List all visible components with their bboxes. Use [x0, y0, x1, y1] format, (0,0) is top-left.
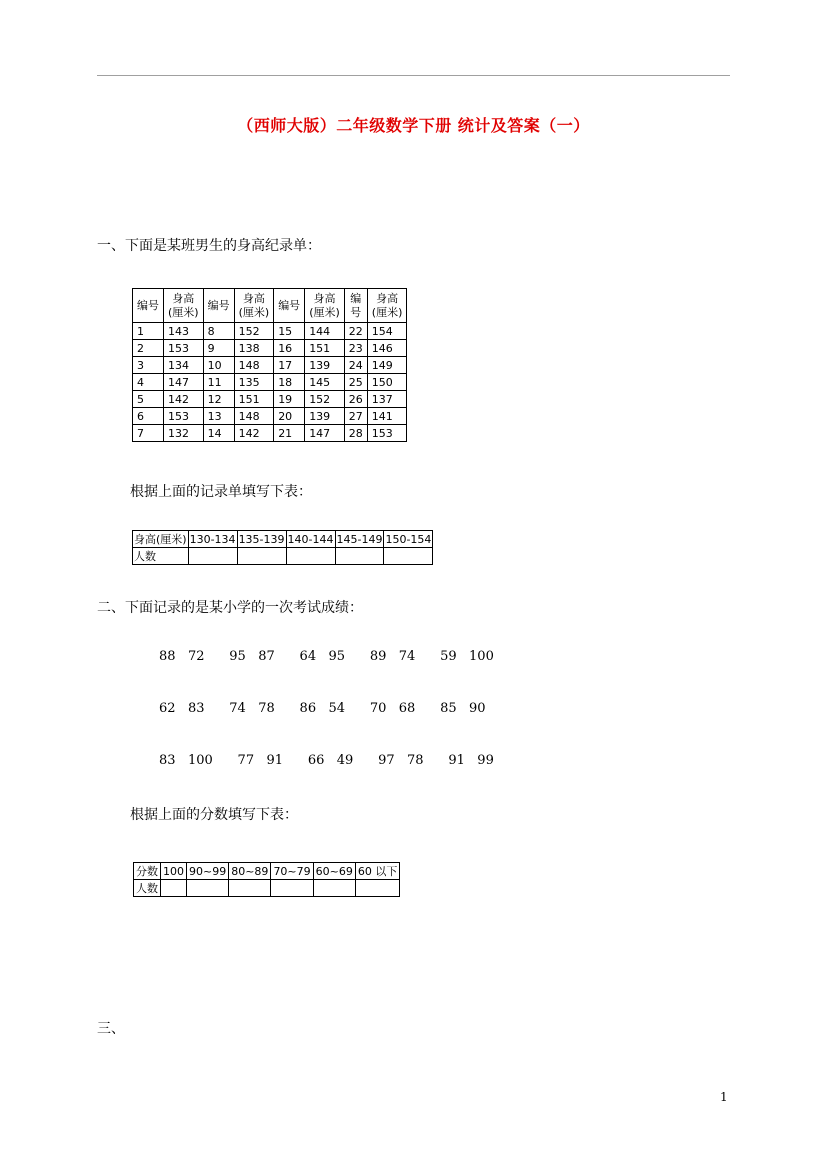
table-cell: 138 — [234, 340, 274, 357]
section2-instruction: 根据上面的分数填写下表： — [130, 807, 298, 823]
table-cell: 146 — [367, 340, 407, 357]
table-cell: 14 — [203, 425, 234, 442]
height-record-table — [132, 288, 407, 442]
table-cell: 23 — [344, 340, 367, 357]
table-cell: 139 — [305, 408, 345, 425]
score-header-cell: 60~69 — [313, 863, 355, 880]
table-cell: 20 — [274, 408, 305, 425]
table-cell: 16 — [274, 340, 305, 357]
table-cell: 148 — [234, 357, 274, 374]
range-header-cell: 130-134 — [189, 532, 236, 546]
table-cell: 139 — [305, 357, 345, 374]
table-cell: 25 — [344, 374, 367, 391]
table-cell: 17 — [274, 357, 305, 374]
table-cell: 142 — [234, 425, 274, 442]
table-cell: 150 — [367, 374, 407, 391]
table-row — [133, 391, 407, 408]
range-header-label: 身高(厘米) — [133, 531, 189, 548]
table-cell: 132 — [164, 425, 204, 442]
table-cell: 145 — [305, 374, 345, 391]
table-row — [133, 340, 407, 357]
table-cell: 153 — [164, 340, 204, 357]
table-header-cell: 身高 (厘米) — [367, 289, 407, 323]
header-rule — [97, 75, 730, 76]
table-header-cell: 编号 — [133, 289, 164, 323]
table-row — [133, 357, 407, 374]
score-header-cell: 90~99 — [187, 863, 229, 880]
blank-cell — [384, 548, 433, 565]
range-header-cell: 135-139 — [238, 532, 285, 546]
table-cell: 147 — [305, 425, 345, 442]
table-row — [134, 863, 400, 880]
table-cell: 144 — [305, 323, 345, 340]
table-cell: 143 — [164, 323, 204, 340]
table-cell: 7 — [133, 425, 164, 442]
table-cell: 134 — [164, 357, 204, 374]
table-cell: 148 — [234, 408, 274, 425]
table-header-cell: 身高 (厘米) — [234, 289, 274, 323]
table-cell: 5 — [133, 391, 164, 408]
table-header-cell: 编号 — [203, 289, 234, 323]
table-cell: 11 — [203, 374, 234, 391]
count-row-label: 人数 — [134, 880, 161, 897]
score-header-cell: 60 以下 — [355, 863, 400, 880]
table-cell: 26 — [344, 391, 367, 408]
table-cell: 149 — [367, 357, 407, 374]
table-cell: 6 — [133, 408, 164, 425]
table-cell: 153 — [367, 425, 407, 442]
table-cell: 142 — [164, 391, 204, 408]
table-cell: 10 — [203, 357, 234, 374]
blank-cell — [187, 880, 229, 897]
table-cell: 18 — [274, 374, 305, 391]
blank-cell — [188, 548, 237, 565]
table-cell: 137 — [367, 391, 407, 408]
section1-instruction: 根据上面的记录单填写下表： — [130, 484, 312, 500]
table-header-cell: 身高 (厘米) — [164, 289, 204, 323]
table-cell: 21 — [274, 425, 305, 442]
blank-cell — [355, 880, 400, 897]
table-header-cell: 身高 (厘米) — [305, 289, 345, 323]
table-cell: 152 — [234, 323, 274, 340]
table-cell: 151 — [305, 340, 345, 357]
page-number: 1 — [720, 1090, 728, 1104]
table-header-cell: 编 号 — [344, 289, 367, 323]
score-header-label: 分数 — [134, 863, 161, 880]
count-row-label: 人数 — [133, 548, 189, 565]
table-cell: 141 — [367, 408, 407, 425]
blank-cell — [237, 548, 286, 565]
section2-heading: 二、下面记录的是某小学的一次考试成绩： — [97, 600, 363, 616]
table-row — [134, 880, 400, 897]
table-row — [133, 548, 433, 565]
table-header-cell: 编号 — [274, 289, 305, 323]
score-line-1: 88 72 95 87 64 95 89 74 59 100 — [159, 649, 494, 664]
blank-cell — [271, 880, 313, 897]
range-header-cell: 145-149 — [336, 532, 383, 546]
blank-cell — [313, 880, 355, 897]
table-cell: 24 — [344, 357, 367, 374]
score-line-2: 62 83 74 78 86 54 70 68 85 90 — [159, 701, 486, 716]
blank-cell — [286, 548, 335, 565]
table-cell: 12 — [203, 391, 234, 408]
score-header-cell: 70~79 — [271, 863, 313, 880]
score-line-3: 83 100 77 91 66 49 97 78 91 99 — [159, 753, 494, 768]
table-cell: 27 — [344, 408, 367, 425]
table-row — [133, 408, 407, 425]
page-title: （西师大版）二年级数学下册 统计及答案（一） — [237, 116, 590, 135]
table-cell: 13 — [203, 408, 234, 425]
range-header-cell: 150-154 — [385, 532, 432, 546]
score-fill-table — [133, 862, 400, 897]
section3-heading: 三、 — [97, 1021, 125, 1037]
table-cell: 28 — [344, 425, 367, 442]
table-header-row — [133, 289, 407, 323]
table-cell: 2 — [133, 340, 164, 357]
table-cell: 9 — [203, 340, 234, 357]
height-table-body — [133, 323, 407, 442]
height-range-fill-table — [132, 530, 433, 565]
table-cell: 152 — [305, 391, 345, 408]
blank-cell — [229, 880, 271, 897]
section1-heading: 一、下面是某班男生的身高纪录单： — [97, 238, 321, 254]
table-cell: 15 — [274, 323, 305, 340]
blank-cell — [335, 548, 384, 565]
table-cell: 8 — [203, 323, 234, 340]
score-header-cell: 80~89 — [229, 863, 271, 880]
table-cell: 19 — [274, 391, 305, 408]
blank-cell — [161, 880, 187, 897]
table-cell: 151 — [234, 391, 274, 408]
table-cell: 1 — [133, 323, 164, 340]
table-cell: 4 — [133, 374, 164, 391]
table-row — [133, 323, 407, 340]
table-cell: 153 — [164, 408, 204, 425]
table-cell: 3 — [133, 357, 164, 374]
table-row — [133, 425, 407, 442]
table-cell: 135 — [234, 374, 274, 391]
table-cell: 22 — [344, 323, 367, 340]
score-header-cell: 100 — [161, 863, 187, 880]
table-cell: 154 — [367, 323, 407, 340]
table-row — [133, 531, 433, 548]
table-row — [133, 374, 407, 391]
range-header-cell: 140-144 — [287, 532, 334, 546]
table-cell: 147 — [164, 374, 204, 391]
